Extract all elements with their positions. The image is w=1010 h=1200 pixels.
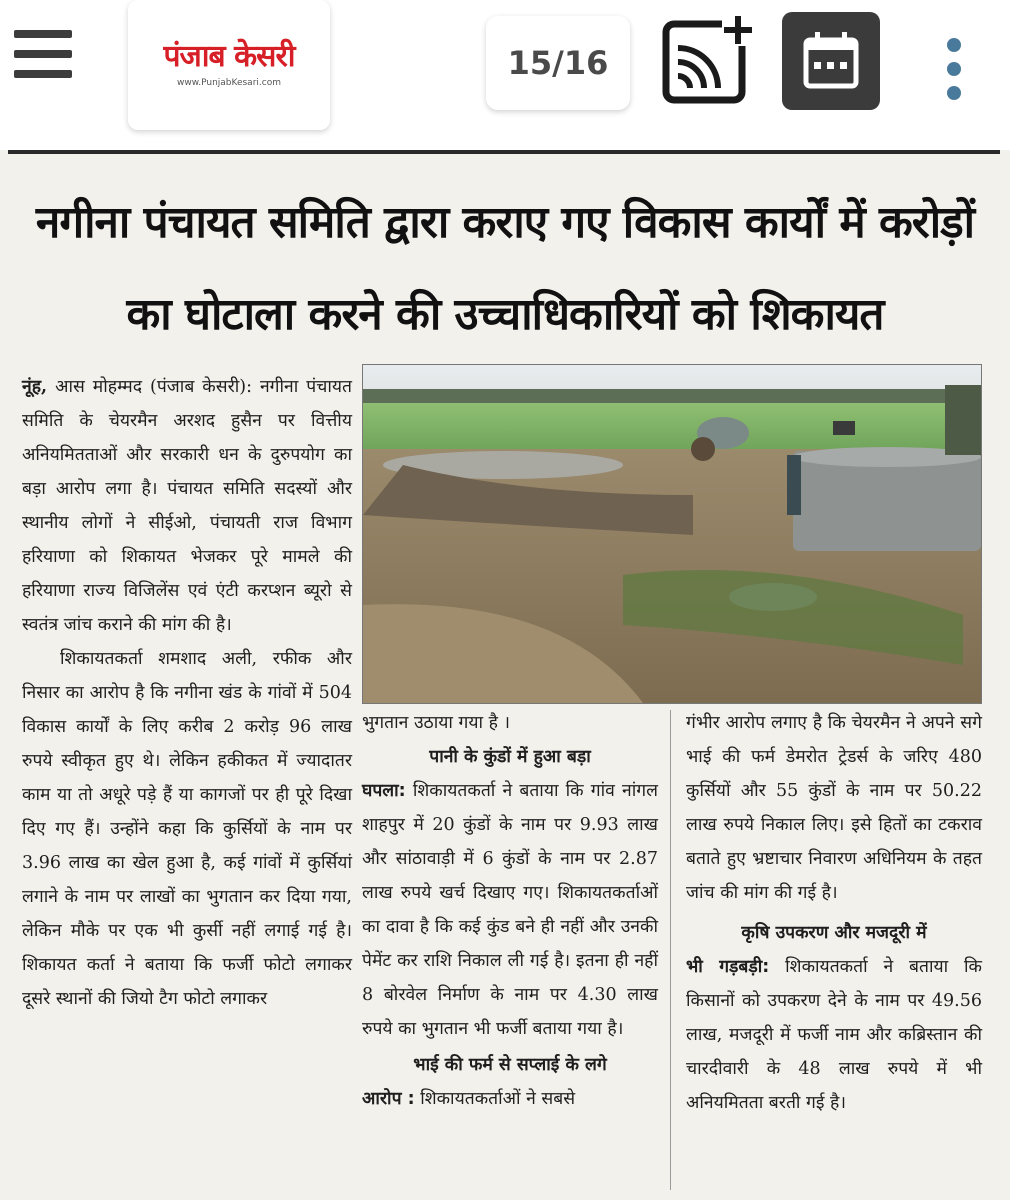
more-vertical-icon[interactable] bbox=[940, 38, 968, 104]
article-column-1 bbox=[22, 370, 352, 1016]
paragraph: आस मोहम्मद (पंजाब केसरी): नगीना पंचायत समिति के चेयरमैन अरशद हुसैन पर वित्तीय अनियमितताओं और सरकारी धन के दुरुपयोग का बड़ा आरोप लगा है। पंचायत समिति सदस्यों और स्थानीय लोगों ने सीईओ, पंचायती राज विभाग हरियाणा को शिकायत भेजकर पूरे मामले की हरियाणा राज्य विजिलेंस एवं एंटी करप्शन ब्यूरो से स्वतंत्र जांच कराने की मांग की है। bbox=[22, 377, 352, 635]
subheading: भी गड़बड़ी: bbox=[686, 957, 770, 977]
app-bar bbox=[0, 0, 1010, 150]
subheading: आरोप : bbox=[362, 1089, 415, 1109]
logo-url: www.PunjabKesari.com bbox=[176, 78, 281, 88]
dateline: नूंह, bbox=[22, 377, 48, 397]
headline-line-2: का घोटाला करने की उच्चाधिकारियों को शिकायत bbox=[126, 289, 884, 340]
subheading: कृषि उपकरण और मजदूरी में bbox=[741, 923, 927, 943]
article-column-2 bbox=[362, 706, 658, 1116]
headline-line-1: नगीना पंचायत समिति द्वारा कराए गए विकास कार्यों में करोड़ों bbox=[35, 197, 975, 248]
calendar-button[interactable] bbox=[782, 12, 880, 110]
calendar-icon bbox=[782, 12, 880, 110]
article-photo[interactable] bbox=[362, 364, 982, 704]
paragraph: गंभीर आरोप लगाए है कि चेयरमैन ने अपने सगे भाई की फर्म डेमरोत ट्रेडर्स के जरिए 480 कुर्सियों और 55 कुंडों के नाम पर 50.22 लाख रुपये निकाल लिए। इसे हितों का टकराव बताते हुए भ्रष्टाचार निवारण अधिनियम के तहत जांच की मांग की गई है। bbox=[686, 713, 982, 903]
subheading: घपला: bbox=[362, 781, 406, 801]
subheading: पानी के कुंडों में हुआ बड़ा bbox=[429, 747, 591, 767]
article-column-3 bbox=[686, 706, 982, 1120]
add-feed-icon[interactable] bbox=[662, 14, 754, 106]
paragraph: शिकायतकर्ताओं ने सबसे bbox=[420, 1089, 576, 1109]
page-indicator-button[interactable]: 15/16 bbox=[486, 16, 630, 110]
paragraph: शिकायतकर्ता शमशाद अली, रफीक और निसार का आरोप है कि नगीना खंड के गांवों में 504 विकास कार्यों के लिए करीब 2 करोड़ 96 लाख रुपये स्वीकृत हुए थे। लेकिन हकीकत में ज्यादातर काम या तो अधूरे पड़े हैं या कागजों पर ही पूरे दिखा दिए गए हैं। उन्होंने कहा कि कुर्सियों के नाम पर 3.96 लाख का खेल हुआ है, कई गांवों में कुर्सियां लगाने के नाम पर लाखों का भुगतान कर दिया गया, लेकिन मौके पर एक भी कुर्सी नहीं लगाई गई है। शिकायत कर्ता ने बताया कि फर्जी फोटो लगाकर दूसरे स्थानों की जियो टैग फोटो लगाकर bbox=[22, 649, 352, 1009]
logo[interactable] bbox=[128, 0, 330, 130]
menu-icon[interactable] bbox=[14, 30, 74, 78]
paragraph: भुगतान उठाया गया है । bbox=[362, 713, 511, 733]
divider bbox=[8, 150, 1000, 154]
paragraph: शिकायतकर्ता ने बताया कि गांव नांगल शाहपुर में 20 कुंडों के नाम पर 9.93 लाख और सांठावाड़ी में 6 कुंडों के नाम पर 2.87 लाख रुपये खर्च दिखाए गए। शिकायतकर्ताओं का दावा है कि कई कुंड बने ही नहीं और उनकी पेमेंट कर राशि निकाल ली गई है। इतना ही नहीं 8 बोरवेल निर्माण के नाम पर 4.30 लाख रुपये का भुगतान भी फर्जी बताया गया है। bbox=[362, 781, 658, 1039]
subheading: भाई की फर्म से सप्लाई के लगे bbox=[413, 1055, 607, 1075]
logo-text: पंजाब केसरी bbox=[163, 39, 295, 74]
paragraph: शिकायतकर्ता ने बताया कि किसानों को उपकरण देने के नाम पर 49.56 लाख, मजदूरी में फर्जी नाम और कब्रिस्तान की चारदीवारी के 48 लाख रुपये में भी अनियमितता बरती गई है। bbox=[686, 957, 982, 1113]
column-divider bbox=[670, 710, 671, 1190]
article-clipping bbox=[0, 150, 1010, 1200]
